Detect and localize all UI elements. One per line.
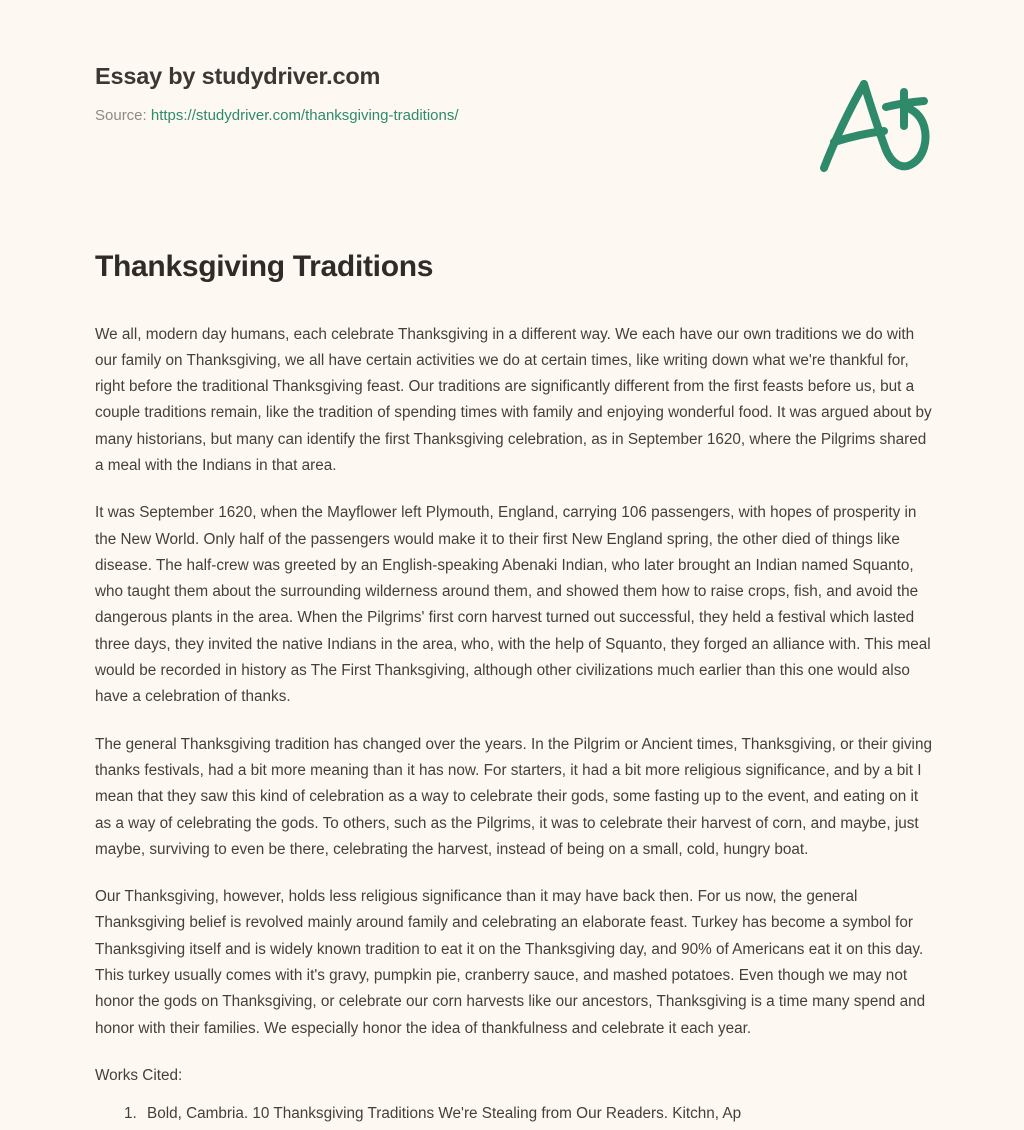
paragraph-2: It was September 1620, when the Mayflower left Plymouth, England, carrying 106 passengers, with hopes of prosperity in the New World. Only half of the passengers would make it to their first New England spring, the other died of things like disease. The half-crew was greeted by an English-speaking Abenaki Indian, who later brought an Indian named Squanto, who taught them about the surrounding wilderness around them, and showed them how to raise crops, fish, and avoid the dangerous plants in the area. When the Pilgrims' first corn harvest turned out successful, they held a festival which lasted three days, they invited the native Indians in the area, who, with the help of Squanto, they forged an alliance with. This meal would be recorded in history as The First Thanksgiving, although other civilizations much earlier than this one would also have a celebration of thanks.: [95, 504, 931, 706]
source-label: Source:: [95, 107, 147, 125]
works-cited-list: [95, 1101, 935, 1127]
document-body: [95, 248, 935, 1128]
document-header: [0, 0, 1024, 200]
paragraph-3: The general Thanksgiving tradition has changed over the years. In the Pilgrim or Ancient times, Thanksgiving, or their giving thanks festivals, had a bit more meaning than it has now. For starters, it had a bit more religious significance, and by a bit I mean that they saw this kind of celebration as a way to celebrate their gods, some fasting up to the event, and eating on it as a way of celebrating the gods. To others, such as the Pilgrims, it was to celebrate their harvest of corn, and maybe, just maybe, surviving to even be there, celebrating the harvest, instead of being on a small, cold, hungry boat.: [95, 735, 932, 858]
list-item: 1. Bold, Cambria. 10 Thanksgiving Traditions We're Stealing from Our Readers. Kitchn, Ap: [141, 1101, 935, 1127]
paragraph-1: We all, modern day humans, each celebrate Thanksgiving in a different way. We each have our own traditions we do with our family on Thanksgiving, we all have certain activities we do at certain times, like writing down what we're thankful for, right before the traditional Thanksgiving feast. Our traditions are significantly different from the first feasts before us, but a couple traditions remain, like the tradition of spending times with family and enjoying wonderful food. It was argued about by many historians, but many can identify the first Thanksgiving celebration, as in September 1620, where the Pilgrims shared a meal with the Indians in that area.: [95, 325, 932, 474]
works-cited-heading: Works Cited:: [95, 1066, 183, 1084]
brand-title: Essay by studydriver.com: [95, 63, 381, 89]
brand-block: [95, 62, 795, 126]
source-line: [95, 106, 795, 126]
page-title: Thanksgiving Traditions: [95, 250, 434, 283]
paragraph-4: Our Thanksgiving, however, holds less religious significance than it may have back then. For us now, the general Thanksgiving belief is revolved mainly around family and celebrating an elaborate feast. Turkey has become a symbol for Thanksgiving itself and is widely known tradition to eat it on the Thanksgiving day, and 90% of Americans eat it on this day. This turkey usually comes with it's gravy, pumpkin pie, cranberry sauce, and mashed potatoes. Even though we may not honor the gods on Thanksgiving, or celebrate our corn harvests like our ancestors, Thanksgiving is a time many spend and honor with their families. We especially honor the idea of thankfulness and celebrate it each year.: [95, 888, 926, 1037]
source-url-link[interactable]: https://studydriver.com/thanksgiving-traditions/: [150, 107, 459, 125]
a-plus-logo-icon: [812, 68, 942, 180]
